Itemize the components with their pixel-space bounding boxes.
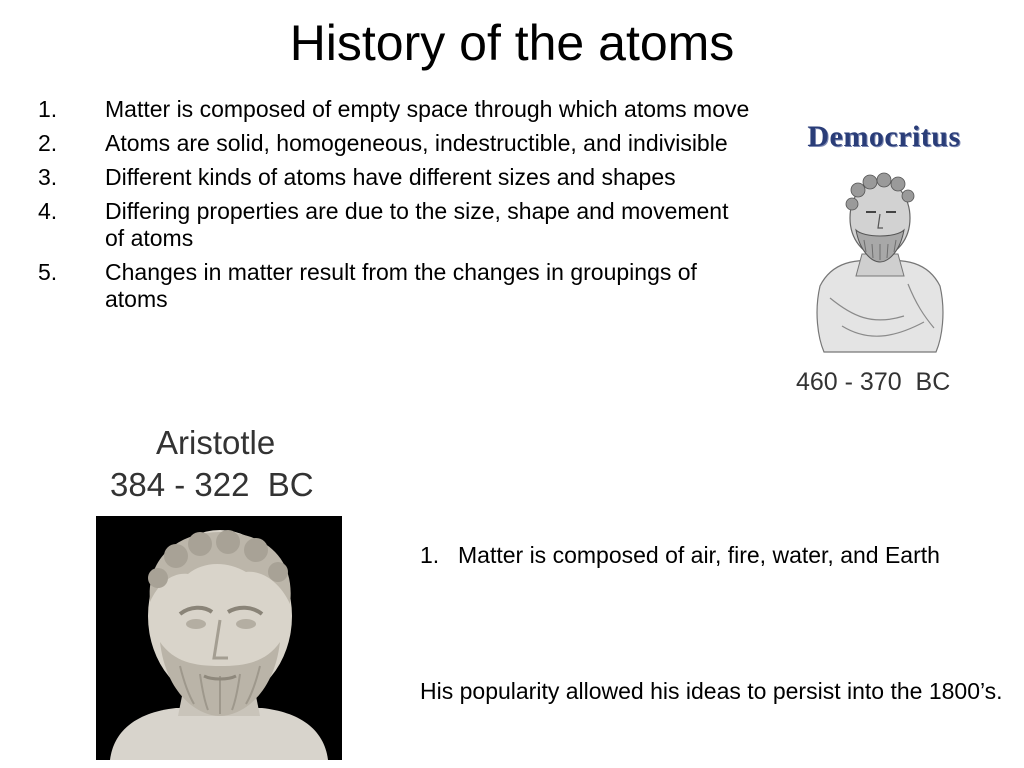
item-number: 2.: [38, 130, 58, 156]
list-item: [30, 96, 750, 123]
item-number: 3.: [38, 164, 58, 190]
list-item: [30, 130, 750, 157]
item-text: Different kinds of atoms have different sizes and shapes: [105, 164, 676, 190]
item-text: Atoms are solid, homogeneous, indestructible, and indivisible: [105, 130, 728, 156]
item-number: 4.: [38, 198, 58, 224]
list-item: [30, 259, 750, 313]
item-number: 1.: [420, 542, 440, 568]
list-item: [420, 538, 1010, 572]
item-number: 1.: [38, 96, 58, 122]
item-text: Matter is composed of empty space through which atoms move: [105, 96, 750, 122]
democritus-ideas-list: [30, 96, 750, 320]
aristotle-name: Aristotle: [156, 424, 276, 461]
democritus-years: 460 - 370 BC: [796, 368, 951, 396]
item-text: Matter is composed of air, fire, water, and Earth: [458, 542, 940, 568]
aristotle-years: 384 - 322 BC: [110, 466, 314, 503]
democritus-bust-image: [812, 166, 948, 358]
slide-title: History of the atoms: [289, 15, 735, 71]
item-text: Differing properties are due to the size, shape and movement of atoms: [105, 198, 729, 251]
list-item: [30, 164, 750, 191]
aristotle-ideas-list: [420, 538, 1010, 572]
aristotle-note: His popularity allowed his ideas to persist into the 1800’s.: [420, 678, 1003, 704]
item-number: 5.: [38, 259, 58, 285]
aristotle-bust-photo: [96, 516, 342, 760]
item-text: Changes in matter result from the changes in groupings of atoms: [105, 259, 697, 312]
democritus-name: Democritus: [807, 120, 961, 153]
list-item: [30, 198, 750, 252]
